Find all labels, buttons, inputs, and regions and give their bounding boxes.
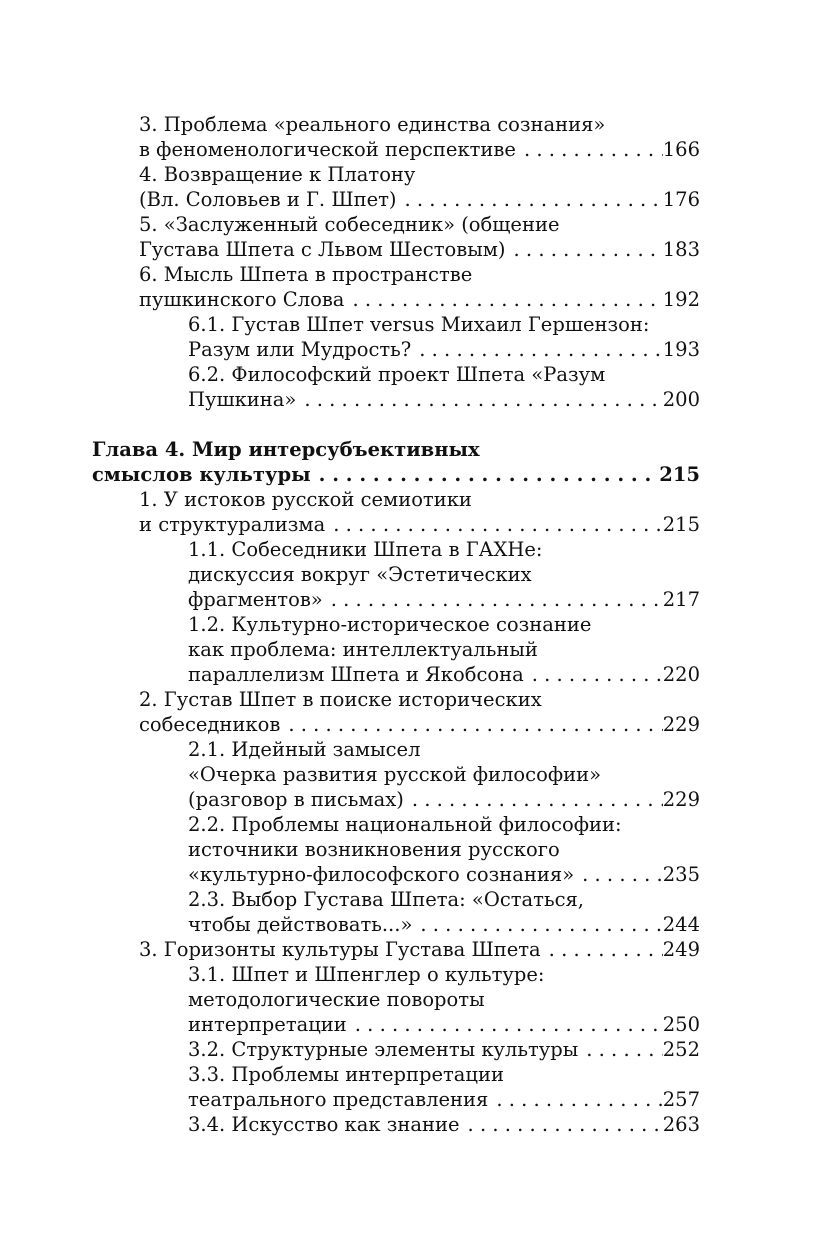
page-number: 215 bbox=[659, 463, 700, 486]
toc-entry-text: театрального представления bbox=[188, 1088, 489, 1111]
toc-entry-line: 1.2. Культурно-историческое сознание bbox=[188, 613, 592, 636]
toc-entry-line: 3. Проблема «реального единства сознания» bbox=[139, 113, 606, 136]
dot-leader bbox=[352, 287, 662, 312]
toc-entry-text: Разум или Мудрость? bbox=[188, 338, 412, 361]
dot-leader bbox=[549, 937, 663, 962]
page-number: 235 bbox=[662, 863, 700, 886]
toc-entry-last-line bbox=[139, 512, 700, 537]
page-number: 176 bbox=[662, 188, 700, 211]
page-number: 244 bbox=[662, 913, 700, 936]
toc-entry-text: фрагментов» bbox=[188, 588, 323, 611]
toc-entry-text: интерпретации bbox=[188, 1013, 347, 1036]
toc-entry-last-line bbox=[139, 237, 700, 262]
page-number: 249 bbox=[662, 938, 700, 961]
toc-entry-line: как проблема: интеллектуальный bbox=[188, 638, 538, 661]
toc-entry-last-line bbox=[188, 862, 700, 887]
dot-leader bbox=[333, 512, 663, 537]
toc-entry-last-line bbox=[188, 662, 700, 687]
page-number: 229 bbox=[662, 788, 700, 811]
toc-entry-line: 6. Мысль Шпета в пространстве bbox=[139, 263, 473, 286]
toc-entry-text: чтобы действовать...» bbox=[188, 913, 413, 936]
toc-entry-text: собеседников bbox=[139, 713, 281, 736]
toc-entry-text: в феноменологической перспективе bbox=[139, 138, 516, 161]
toc-entry-text: (Вл. Соловьев и Г. Шпет) bbox=[139, 188, 397, 211]
dot-leader bbox=[514, 237, 663, 262]
dot-leader bbox=[420, 912, 662, 937]
page-number: 220 bbox=[662, 663, 700, 686]
dot-leader bbox=[331, 587, 663, 612]
toc-entry-line: 2. Густав Шпет в поиске исторических bbox=[139, 688, 542, 711]
toc-entry-line: источники возникновения русского bbox=[188, 838, 560, 861]
toc-entry-text: Пушкина» bbox=[188, 388, 297, 411]
toc-entry-line: 2.3. Выбор Густава Шпета: «Остаться, bbox=[188, 888, 584, 911]
dot-leader bbox=[582, 862, 663, 887]
toc-entry-line: 2.1. Идейный замысел bbox=[188, 738, 421, 761]
dot-leader bbox=[468, 1112, 663, 1137]
page-number: 192 bbox=[662, 288, 700, 311]
page-number: 257 bbox=[662, 1088, 700, 1111]
toc-entry-last-line bbox=[139, 187, 700, 212]
toc-entry-text: 3. Горизонты культуры Густава Шпета bbox=[139, 938, 541, 961]
toc-entry-last-line bbox=[188, 1037, 700, 1062]
toc-entry-text: Густава Шпета с Львом Шестовым) bbox=[139, 238, 506, 261]
section-gap bbox=[0, 412, 817, 437]
toc-entry-text: «культурно-философского сознания» bbox=[188, 863, 575, 886]
toc-entry-line: 6.1. Густав Шпет versus Михаил Гершензон: bbox=[188, 313, 650, 336]
toc-entry-line: 5. «Заслуженный собеседник» (общение bbox=[139, 213, 560, 236]
toc-entry-text: пушкинского Слова bbox=[139, 288, 345, 311]
toc-entry-last-line bbox=[139, 712, 700, 737]
page-number: 166 bbox=[662, 138, 700, 161]
toc-entry-text: 3.2. Структурные элементы культуры bbox=[188, 1038, 579, 1061]
page-number: 217 bbox=[662, 588, 700, 611]
toc-entry-line: 1.1. Собеседники Шпета в ГАХНе: bbox=[188, 538, 543, 561]
dot-leader bbox=[405, 187, 663, 212]
toc-entry-last-line bbox=[188, 387, 700, 412]
dot-leader bbox=[532, 662, 663, 687]
toc-entry-last-line bbox=[188, 1087, 700, 1112]
toc-entry-line: 1. У истоков русской семиотики bbox=[139, 488, 472, 511]
dot-leader bbox=[496, 1087, 662, 1112]
dot-leader bbox=[524, 137, 663, 162]
dot-leader bbox=[355, 1012, 663, 1037]
toc-entry-last-line bbox=[188, 912, 700, 937]
toc-entry-last-line bbox=[188, 587, 700, 612]
dot-leader bbox=[288, 712, 662, 737]
toc-entry-text: смыслов культуры bbox=[92, 463, 311, 486]
toc-entry-last-line bbox=[188, 787, 700, 812]
page-number: 252 bbox=[662, 1038, 700, 1061]
page-number: 215 bbox=[662, 513, 700, 536]
toc-entry-text: 3.4. Искусство как знание bbox=[188, 1113, 460, 1136]
toc-entry-last-line bbox=[139, 137, 700, 162]
toc-entry-line: 3.1. Шпет и Шпенглер о культуре: bbox=[188, 963, 545, 986]
toc-entry-line: «Очерка развития русской философии» bbox=[188, 763, 602, 786]
table-of-contents bbox=[0, 112, 817, 1137]
dot-leader bbox=[319, 462, 660, 487]
toc-entry-line: 4. Возвращение к Платону bbox=[139, 163, 416, 186]
toc-entry-last-line bbox=[188, 337, 700, 362]
dot-leader bbox=[412, 787, 663, 812]
page-number: 229 bbox=[662, 713, 700, 736]
toc-entry-line: методологические повороты bbox=[188, 988, 485, 1011]
toc-entry-text: (разговор в письмах) bbox=[188, 788, 404, 811]
page-number: 250 bbox=[662, 1013, 700, 1036]
dot-leader bbox=[586, 1037, 663, 1062]
page-number: 263 bbox=[662, 1113, 700, 1136]
toc-entry-line: 3.3. Проблемы интерпретации bbox=[188, 1063, 504, 1086]
toc-entry-line: 2.2. Проблемы национальной философии: bbox=[188, 813, 622, 836]
chapter-heading: Глава 4. Мир интерсубъективных bbox=[92, 438, 480, 461]
toc-entry-last-line bbox=[188, 1112, 700, 1137]
toc-entry-last-line bbox=[188, 1012, 700, 1037]
dot-leader bbox=[304, 387, 662, 412]
toc-entry-text: параллелизм Шпета и Якобсона bbox=[188, 663, 524, 686]
page-number: 200 bbox=[662, 388, 700, 411]
toc-entry-line: 6.2. Философский проект Шпета «Разум bbox=[188, 363, 606, 386]
dot-leader bbox=[419, 337, 663, 362]
toc-entry-text: и структурализма bbox=[139, 513, 326, 536]
toc-entry-last-line bbox=[139, 937, 700, 962]
page-number: 193 bbox=[662, 338, 700, 361]
chapter-heading-last-line bbox=[92, 462, 700, 487]
toc-entry-last-line bbox=[139, 287, 700, 312]
toc-entry-line: дискуссия вокруг «Эстетических bbox=[188, 563, 532, 586]
page-number: 183 bbox=[662, 238, 700, 261]
